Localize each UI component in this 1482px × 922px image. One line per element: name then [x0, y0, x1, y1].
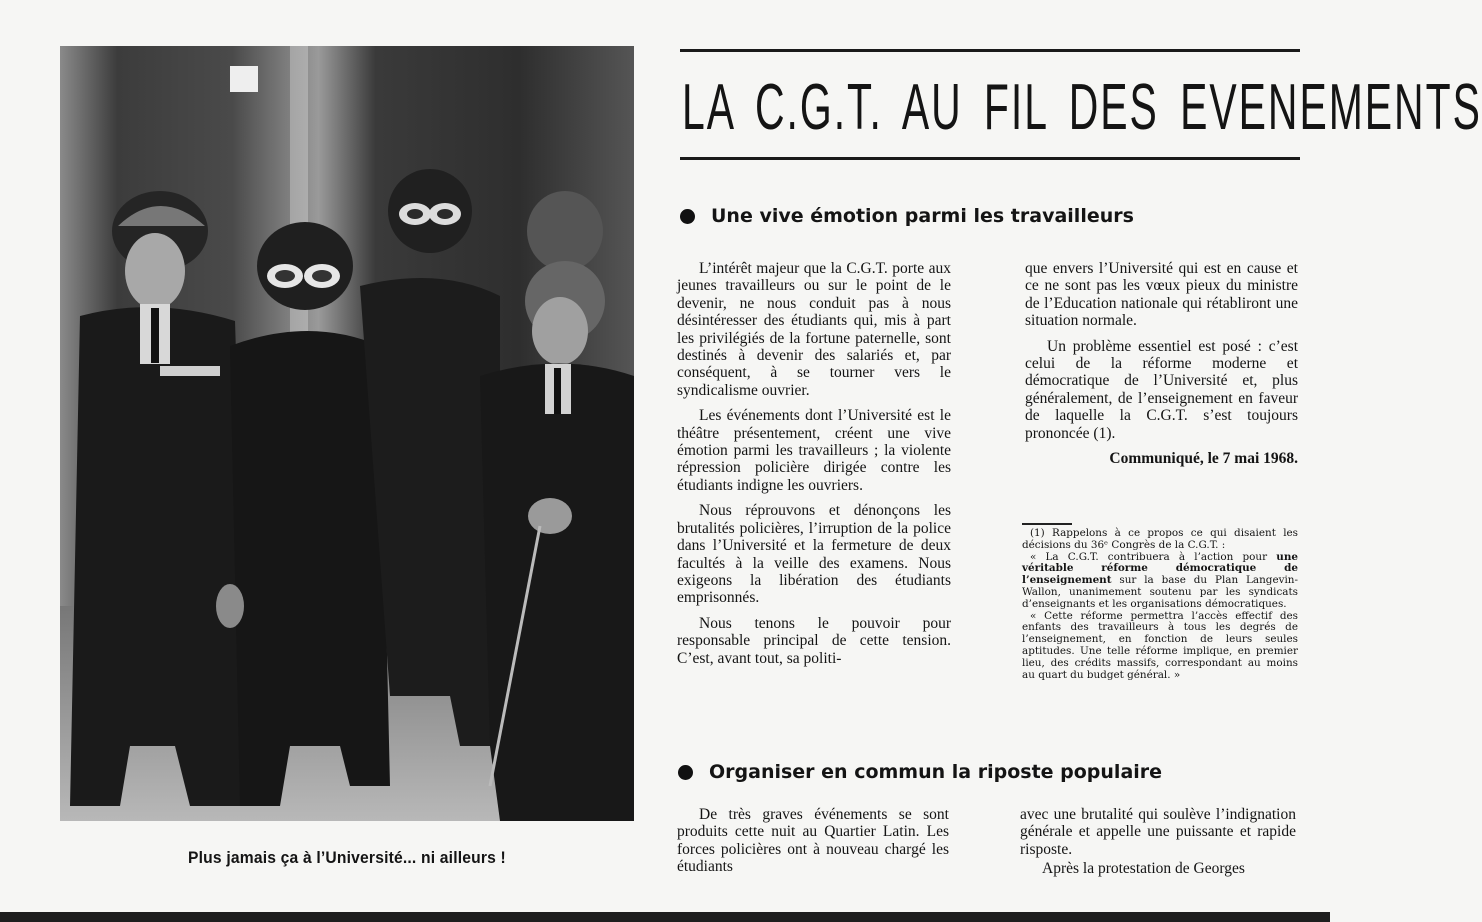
section1-column-2 [1025, 260, 1298, 475]
paragraph: Après la protestation de Georges [1042, 860, 1245, 878]
headline-bottom-rule [680, 157, 1300, 160]
paragraph: Un problème essentiel est posé : c’est celui de la réforme moderne et démocratique de l’Université et, plus généralement, de l’enseignement en faveur de laquelle la C.G.T. s’est toujours prononcée (1). [1025, 337, 1298, 442]
paragraph: Nous tenons le pouvoir pour responsable principal de cette tension. C’est, avant tout, sa politi- [677, 614, 951, 667]
footnote-intro: (1) Rappelons à ce propos ce qui disaient les décisions du 36ᵉ Congrès de la C.G.T. : [1022, 527, 1298, 551]
bullet-icon [678, 765, 693, 780]
scan-bottom-edge [0, 912, 1330, 922]
footnote [1022, 528, 1298, 681]
headline: LA C.G.T. AU FIL DES EVENEMENTS [682, 71, 1482, 144]
section-heading-1-text: Une vive émotion parmi les travailleurs [711, 205, 1134, 227]
signature: Communiqué, le 7 mai 1968. [1109, 450, 1298, 468]
headline-top-rule [680, 49, 1300, 52]
footnote-text: « La C.G.T. contribuera à l’action pour [1030, 550, 1277, 563]
news-photo [60, 46, 634, 821]
footnote-text: sur la base du Plan Langevin-Wallon, unanimement soutenu par les syndicats d’enseignants et les organisations démocratiques. [1022, 574, 1298, 610]
paragraph: Nous réprouvons et dénonçons les brutalités policières, l’irruption de la police dans l’Université et la fermeture de deux facultés à la veille des examens. Nous exigeons la libération des étudiants emprisonnés. [677, 502, 951, 607]
section-heading-2-text: Organiser en commun la riposte populaire [709, 761, 1163, 783]
section1-column-1 [677, 260, 951, 675]
footnote-emphasis: une véritable réforme démocratique de l’enseignement [1022, 550, 1298, 587]
bullet-icon [680, 209, 695, 224]
paragraph: que envers l’Université qui est en cause et ce ne sont pas les vœux pieux du ministre de l’Education nationale qui rétabliront une situation normale. [1025, 260, 1298, 330]
police-photo-icon [60, 46, 634, 821]
paragraph: L’intérêt majeur que la C.G.T. porte aux jeunes travailleurs ou sur le point de le devenir, ne nous conduit pas à nous désintéresser des étudiants qui, mis à part les privilégiés de la fortune paternelle, sont destinés à devenir des salariés et, par conséquent, à se tourner vers le syndicalisme ouvrier. [677, 260, 951, 399]
footnote-rule [1022, 523, 1072, 525]
section-heading-2 [678, 761, 1162, 783]
photo-caption: Plus jamais ça à l’Université... ni ailleurs ! [188, 848, 506, 867]
paragraph: De très graves événements se sont produits cette nuit au Quartier Latin. Les forces policières ont à nouveau chargé les étudiants [677, 806, 949, 876]
section2-column-1 [677, 806, 949, 884]
section-heading-1 [680, 205, 1134, 227]
paragraph: Les événements dont l’Université est le théâtre présentement, créent une vive émotion parmi les travailleurs ; la violente répression policière dirigée contre les étudiants indigne les ouvriers. [677, 407, 951, 494]
section2-column-2 [1020, 806, 1296, 886]
footnote-quote-2: « Cette réforme permettra l’accès effectif des enfants des travailleurs à tous les degrés de l’enseignement, en fonction de leurs seules aptitudes. Une telle réforme implique, en premier lieu, des crédits massifs, correspondant au moins au quart du budget général. » [1022, 609, 1298, 681]
footnote-quote-1 [1022, 552, 1298, 611]
paragraph: avec une brutalité qui soulève l’indignation générale et appelle une puissante et rapide risposte. [1020, 806, 1296, 858]
